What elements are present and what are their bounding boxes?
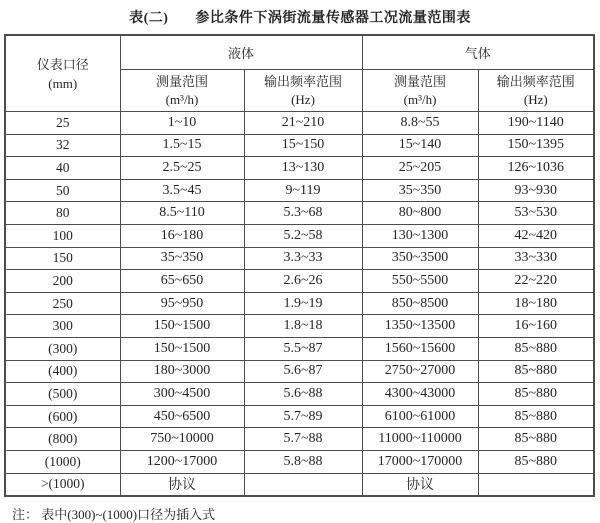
value-cell: 1350~13500: [362, 315, 478, 338]
value-cell: 550~5500: [362, 270, 478, 293]
table-row: [5, 134, 594, 157]
value-cell: 13~130: [244, 157, 362, 180]
value-cell: 35~350: [120, 247, 244, 270]
value-cell: 35~350: [362, 179, 478, 202]
value-cell: 16~160: [478, 315, 594, 338]
value-cell: 1200~17000: [120, 450, 244, 473]
header-gas-range-unit: (m³/h): [403, 91, 437, 107]
value-cell: 450~6500: [120, 405, 244, 428]
header-liquid-frequency-unit: (Hz): [291, 91, 315, 107]
value-cell: 25~205: [362, 157, 478, 180]
header-liquid-range: [120, 70, 244, 112]
header-liquid-frequency: [244, 70, 362, 112]
diameter-cell: (500): [5, 383, 120, 406]
value-cell: 2.5~25: [120, 157, 244, 180]
value-cell: 5.3~68: [244, 202, 362, 225]
value-cell: 3.3~33: [244, 247, 362, 270]
table-row: [5, 315, 594, 338]
value-cell: [244, 473, 362, 496]
diameter-cell: 150: [5, 247, 120, 270]
diameter-cell: (400): [5, 360, 120, 383]
value-cell: 85~880: [478, 405, 594, 428]
value-cell: 16~180: [120, 224, 244, 247]
value-cell: 350~3500: [362, 247, 478, 270]
value-cell: 150~1500: [120, 337, 244, 360]
header-diameter: [5, 35, 120, 112]
header-gas-range-label: 测量范围: [394, 73, 447, 89]
value-cell: 1560~15600: [362, 337, 478, 360]
table-body: [5, 112, 594, 497]
header-group-liquid: 液体: [120, 35, 362, 70]
table-title-label: 表(二): [129, 11, 169, 26]
value-cell: 180~3000: [120, 360, 244, 383]
value-cell: 5.7~89: [244, 405, 362, 428]
value-cell: 8.5~110: [120, 202, 244, 225]
value-cell: 750~10000: [120, 428, 244, 451]
value-cell: 15~150: [244, 134, 362, 157]
diameter-cell: 40: [5, 157, 120, 180]
value-cell: 190~1140: [478, 112, 594, 135]
diameter-cell: (300): [5, 337, 120, 360]
diameter-cell: 250: [5, 292, 120, 315]
value-cell: 5.5~87: [244, 337, 362, 360]
table-title-text: 参比条件下涡街流量传感器工况流量范围表: [195, 11, 471, 26]
header-diameter-label: 仪表口径: [36, 56, 89, 72]
header-liquid-range-label: 测量范围: [155, 73, 208, 89]
table-row: [5, 179, 594, 202]
value-cell: 65~650: [120, 270, 244, 293]
diameter-cell: (800): [5, 428, 120, 451]
value-cell: 80~800: [362, 202, 478, 225]
table-row: [5, 337, 594, 360]
table-row: [5, 224, 594, 247]
table-row: [5, 292, 594, 315]
value-cell: 2.6~26: [244, 270, 362, 293]
table-row: [5, 157, 594, 180]
diameter-cell: >(1000): [5, 473, 120, 496]
value-cell: 95~950: [120, 292, 244, 315]
diameter-cell: 80: [5, 202, 120, 225]
header-group-gas: 气体: [362, 35, 594, 70]
header-gas-frequency: [478, 70, 594, 112]
value-cell: 6100~61000: [362, 405, 478, 428]
header-liquid-frequency-label: 输出频率范围: [264, 73, 343, 89]
flow-range-table: [4, 34, 595, 497]
value-cell: 3.5~45: [120, 179, 244, 202]
diameter-cell: 300: [5, 315, 120, 338]
value-cell: 85~880: [478, 450, 594, 473]
value-cell: 126~1036: [478, 157, 594, 180]
value-cell: 21~210: [244, 112, 362, 135]
value-cell: 1.5~15: [120, 134, 244, 157]
diameter-cell: (600): [5, 405, 120, 428]
value-cell: 1.8~18: [244, 315, 362, 338]
header-gas-frequency-label: 输出频率范围: [496, 73, 575, 89]
value-cell: 1.9~19: [244, 292, 362, 315]
table-title: [0, 0, 600, 27]
value-cell: 85~880: [478, 360, 594, 383]
value-cell: 15~140: [362, 134, 478, 157]
value-cell: 2750~27000: [362, 360, 478, 383]
footnote: 注： 表中(300)~(1000)口径为插入式: [12, 507, 216, 523]
value-cell: 130~1300: [362, 224, 478, 247]
value-cell: [478, 473, 594, 496]
value-cell: 5.7~88: [244, 428, 362, 451]
table-row: [5, 202, 594, 225]
table-row: [5, 112, 594, 135]
diameter-cell: 50: [5, 179, 120, 202]
table-row: [5, 247, 594, 270]
diameter-cell: 32: [5, 134, 120, 157]
table-row: [5, 450, 594, 473]
header-liquid-range-unit: (m³/h): [165, 91, 199, 107]
value-cell: 150~1395: [478, 134, 594, 157]
diameter-cell: 25: [5, 112, 120, 135]
table-row: [5, 473, 594, 496]
value-cell: 8.8~55: [362, 112, 478, 135]
value-cell: 18~180: [478, 292, 594, 315]
value-cell: 93~930: [478, 179, 594, 202]
value-cell: 5.2~58: [244, 224, 362, 247]
value-cell: 协议: [362, 473, 478, 496]
value-cell: 协议: [120, 473, 244, 496]
diameter-cell: (1000): [5, 450, 120, 473]
value-cell: 85~880: [478, 428, 594, 451]
table-row: [5, 428, 594, 451]
value-cell: 5.6~88: [244, 383, 362, 406]
value-cell: 33~330: [478, 247, 594, 270]
value-cell: 11000~110000: [362, 428, 478, 451]
table-row: [5, 360, 594, 383]
value-cell: 53~530: [478, 202, 594, 225]
value-cell: 85~880: [478, 383, 594, 406]
value-cell: 9~119: [244, 179, 362, 202]
value-cell: 22~220: [478, 270, 594, 293]
value-cell: 5.6~87: [244, 360, 362, 383]
value-cell: 42~420: [478, 224, 594, 247]
value-cell: 1~10: [120, 112, 244, 135]
value-cell: 850~8500: [362, 292, 478, 315]
diameter-cell: 200: [5, 270, 120, 293]
value-cell: 4300~43000: [362, 383, 478, 406]
table-row: [5, 405, 594, 428]
header-gas-range: [362, 70, 478, 112]
diameter-cell: 100: [5, 224, 120, 247]
header-diameter-unit: (mm): [48, 75, 78, 91]
value-cell: 150~1500: [120, 315, 244, 338]
value-cell: 85~880: [478, 337, 594, 360]
table-row: [5, 383, 594, 406]
header-gas-frequency-unit: (Hz): [523, 91, 548, 107]
value-cell: 300~4500: [120, 383, 244, 406]
table-row: [5, 270, 594, 293]
value-cell: 5.8~88: [244, 450, 362, 473]
value-cell: 17000~170000: [362, 450, 478, 473]
